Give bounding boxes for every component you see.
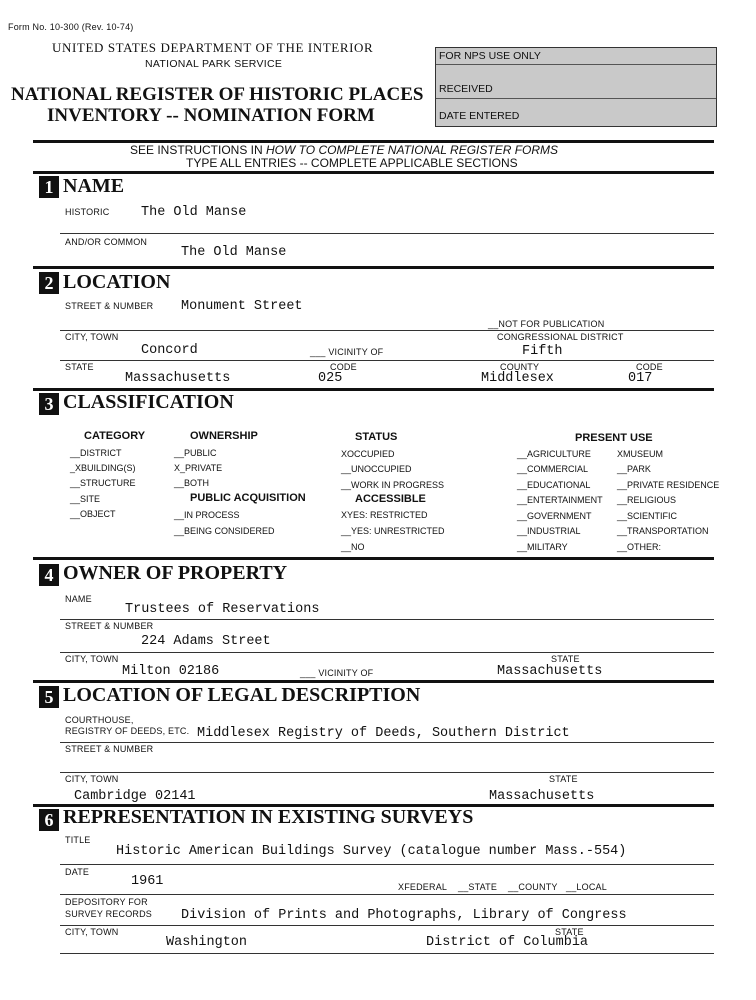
instructions-line2: TYPE ALL ENTRIES -- COMPLETE APPLICABLE SECTIONS: [186, 156, 518, 170]
survey-state-label: STATE: [555, 927, 584, 937]
form-title: NATIONAL REGISTER OF HISTORIC PLACES: [11, 84, 424, 105]
status-unoccupied: __UNOCCUPIED: [341, 464, 412, 474]
access-yes-unrestricted: __YES: UNRESTRICTED: [341, 526, 445, 536]
form-number: Form No. 10-300 (Rev. 10-74): [8, 22, 134, 32]
level-state: __STATE: [458, 882, 498, 892]
category-buildings: _XBUILDING(S): [70, 463, 136, 473]
instructions-line1: [130, 143, 558, 157]
code-label-1: CODE: [330, 362, 357, 372]
vicinity-of: ___ VICINITY OF: [310, 347, 384, 357]
owner-state-value: Massachusetts: [497, 664, 603, 679]
use-park: __PARK: [617, 464, 651, 474]
category-district: __DISTRICT: [70, 448, 122, 458]
county-value: Middlesex: [481, 371, 554, 386]
level-county: __COUNTY: [508, 882, 558, 892]
code-value-1: 025: [318, 371, 343, 386]
street-label: STREET & NUMBER: [65, 301, 154, 311]
depository-label-1: DEPOSITORY FOR: [65, 897, 148, 907]
category-heading: CATEGORY: [84, 430, 146, 442]
historic-label: HISTORIC: [65, 207, 110, 217]
acquisition-being-considered: __BEING CONSIDERED: [174, 526, 275, 536]
ownership-public: __PUBLIC: [174, 448, 217, 458]
use-government: __GOVERNMENT: [517, 511, 592, 521]
survey-date-value: 1961: [131, 874, 164, 889]
legal-state-value: Massachusetts: [489, 789, 595, 804]
courthouse-label-1: COURTHOUSE,: [65, 715, 134, 725]
legal-city-value: Cambridge 02141: [74, 789, 196, 804]
section-number-6: 6: [39, 809, 59, 831]
legal-city-label: CITY, TOWN: [65, 774, 119, 784]
section-title-legal: LOCATION OF LEGAL DESCRIPTION: [63, 684, 421, 706]
category-site: __SITE: [70, 494, 101, 504]
access-yes-restricted: XYES: RESTRICTED: [341, 510, 428, 520]
depository-label-2: SURVEY RECORDS: [65, 909, 152, 919]
acquisition-in-process: __IN PROCESS: [174, 510, 240, 520]
instructions-title: HOW TO COMPLETE NATIONAL REGISTER FORMS: [266, 143, 559, 157]
owner-city-value: Milton 02186: [122, 664, 220, 679]
accessible-heading: ACCESSIBLE: [355, 493, 426, 505]
acquisition-heading: PUBLIC ACQUISITION: [190, 492, 306, 504]
common-value: The Old Manse: [181, 245, 287, 260]
ownership-private: X_PRIVATE: [174, 463, 223, 473]
form-subtitle: INVENTORY -- NOMINATION FORM: [47, 105, 375, 126]
city-value: Concord: [141, 343, 198, 358]
owner-city-label: CITY, TOWN: [65, 654, 119, 664]
city-label: CITY, TOWN: [65, 332, 119, 342]
present-use-heading: PRESENT USE: [575, 432, 653, 444]
section-title-classification: CLASSIFICATION: [63, 391, 234, 413]
instructions-prefix: SEE INSTRUCTIONS IN: [130, 143, 267, 157]
section-number-3: 3: [39, 393, 59, 415]
section-title-name: NAME: [63, 175, 125, 197]
legal-state-label: STATE: [549, 774, 578, 784]
survey-title-value: Historic American Buildings Survey (catalogue number Mass.-554): [116, 844, 627, 859]
use-private-residence: __PRIVATE RESIDENCE: [617, 480, 720, 490]
owner-state-label: STATE: [551, 654, 580, 664]
street-value: Monument Street: [181, 299, 303, 314]
section-number-1: 1: [39, 176, 59, 198]
ownership-heading: OWNERSHIP: [190, 430, 258, 442]
section-title-location: LOCATION: [63, 271, 171, 293]
section-number-5: 5: [39, 686, 59, 708]
level-federal: XFEDERAL: [398, 882, 448, 892]
not-for-publication: __NOT FOR PUBLICATION: [488, 319, 605, 329]
use-scientific: __SCIENTIFIC: [617, 511, 678, 521]
service: NATIONAL PARK SERVICE: [145, 58, 283, 70]
status-heading: STATUS: [355, 431, 398, 443]
ownership-both: __BOTH: [174, 478, 210, 488]
nps-received: RECEIVED: [439, 83, 493, 95]
section-number-2: 2: [39, 272, 59, 294]
section-title-owner: OWNER OF PROPERTY: [63, 562, 288, 584]
category-structure: __STRUCTURE: [70, 478, 136, 488]
courthouse-value: Middlesex Registry of Deeds, Southern District: [197, 726, 570, 741]
status-occupied: XOCCUPIED: [341, 449, 395, 459]
legal-street-label: STREET & NUMBER: [65, 744, 154, 754]
use-museum: XMUSEUM: [617, 449, 664, 459]
section-title-surveys: REPRESENTATION IN EXISTING SURVEYS: [63, 806, 474, 828]
common-label: AND/OR COMMON: [65, 237, 148, 247]
use-other: __OTHER:: [617, 542, 662, 552]
historic-value: The Old Manse: [141, 205, 247, 220]
survey-state-value: District of Columbia: [426, 935, 589, 950]
survey-date-label: DATE: [65, 867, 90, 877]
owner-name-label: NAME: [65, 594, 92, 604]
nps-date-entered: DATE ENTERED: [439, 110, 520, 122]
nps-use-box: [435, 47, 717, 127]
district-label: CONGRESSIONAL DISTRICT: [497, 332, 624, 342]
use-industrial: __INDUSTRIAL: [517, 526, 581, 536]
owner-street-value: 224 Adams Street: [141, 634, 271, 649]
survey-city-label: CITY, TOWN: [65, 927, 119, 937]
status-work-in-progress: __WORK IN PROGRESS: [341, 480, 445, 490]
nps-use-only: FOR NPS USE ONLY: [439, 50, 541, 62]
access-no: __NO: [341, 542, 365, 552]
state-value: Massachusetts: [125, 371, 231, 386]
use-military: __MILITARY: [517, 542, 568, 552]
county-label: COUNTY: [500, 362, 540, 372]
level-local: __LOCAL: [566, 882, 607, 892]
depository-value: Division of Prints and Photographs, Library of Congress: [181, 908, 627, 923]
state-label: STATE: [65, 362, 94, 372]
use-entertainment: __ENTERTAINMENT: [517, 495, 603, 505]
owner-street-label: STREET & NUMBER: [65, 621, 154, 631]
code-value-2: 017: [628, 371, 653, 386]
owner-name-value: Trustees of Reservations: [125, 602, 320, 617]
use-commercial: __COMMERCIAL: [517, 464, 589, 474]
department: UNITED STATES DEPARTMENT OF THE INTERIOR: [52, 40, 374, 55]
survey-title-label: TITLE: [65, 835, 91, 845]
use-transportation: __TRANSPORTATION: [617, 526, 709, 536]
category-object: __OBJECT: [70, 509, 116, 519]
use-educational: __EDUCATIONAL: [517, 480, 591, 490]
district-value: Fifth: [522, 344, 563, 359]
owner-vicinity-of: ___ VICINITY OF: [300, 668, 374, 678]
courthouse-label-2: REGISTRY OF DEEDS, ETC.: [65, 726, 190, 736]
survey-city-value: Washington: [166, 935, 248, 950]
use-agriculture: __AGRICULTURE: [517, 449, 591, 459]
use-religious: __RELIGIOUS: [617, 495, 677, 505]
code-label-2: CODE: [636, 362, 663, 372]
section-number-4: 4: [39, 564, 59, 586]
